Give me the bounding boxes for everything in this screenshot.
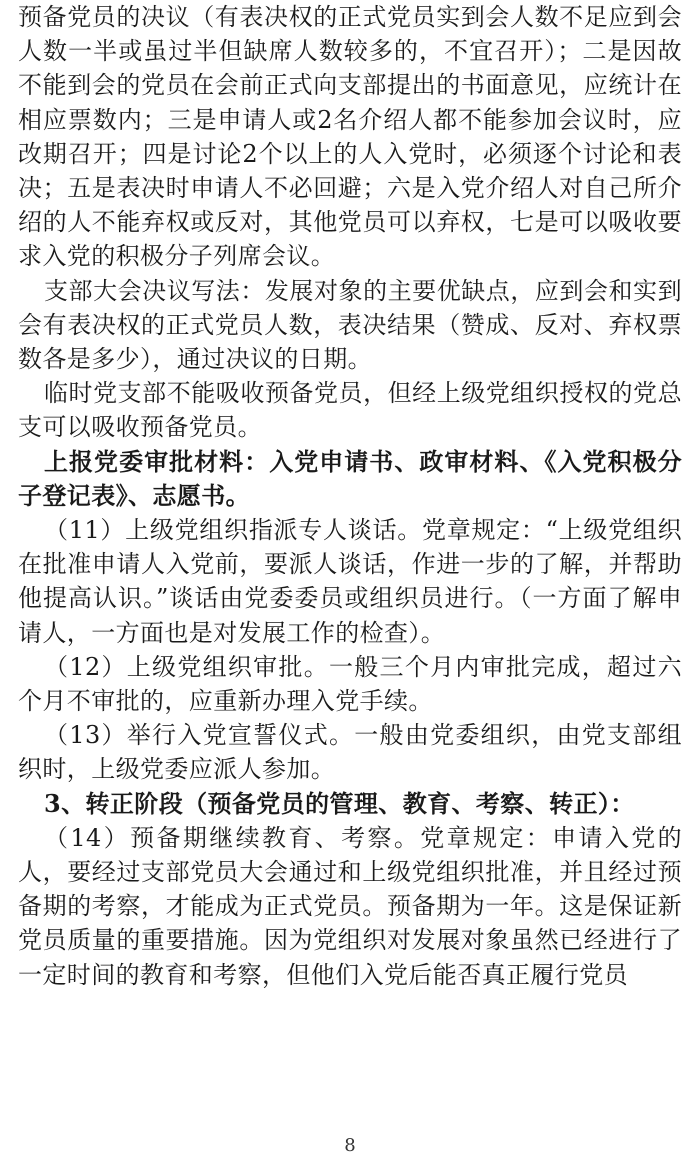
paragraph-resolution-rules: 预备党员的决议（有表决权的正式党员实到会人数不足应到会人数一半或虽过半但缺席人数较多的，不宜召开）；二是因故不能到会的党员在会前正式向支部提出的书面意见，应统计在相应票数内；三是申请人或2名介绍人都不能参加会议时，应改期召开；四是讨论2个以上的人入党时，必须逐个讨论和表决；五是表决时申请人不必回避；六是入党介绍人对自己所介绍的人不能弃权或反对，其他党员可以弃权，七是可以吸收要求入党的积极分子列席会议。 <box>18 3 682 271</box>
paragraph-step-11: （11）上级党组织指派专人谈话。党章规定：“上级党组织在批准申请人入党前，要派人谈话，作进一步的了解，并帮助他提高认识。”谈话由党委委员或组织员进行。（一方面了解申请人，一方面也是对发展工作的检查）。 <box>18 516 682 647</box>
paragraph-step-13: （13）举行入党宣誓仪式。一般由党委组织，由党支部组织时，上级党委应派人参加。 <box>18 721 682 784</box>
paragraph-step-14: （14）预备期继续教育、考察。党章规定：申请入党的人，要经过支部党员大会通过和上级党组织批准，并且经过预备期的考察，才能成为正式党员。预备期为一年。这是保证新党员质量的重要措施。因为党组织对发展对象虽然已经进行了一定时间的教育和考察，但他们入党后能否真正履行党员 <box>18 823 682 989</box>
paragraph-resolution-writing: 支部大会决议写法：发展对象的主要优缺点，应到会和实到会有表决权的正式党员人数，表决结果（赞成、反对、弃权票数各是多少），通过决议的日期。 <box>18 276 682 374</box>
paragraph-step-12: （12）上级党组织审批。一般三个月内审批完成，超过六个月不审批的，应重新办理入党手续。 <box>18 652 682 716</box>
paragraph-temporary-branch: 临时党支部不能吸收预备党员，但经上级党组织授权的党总支可以吸收预备党员。 <box>18 379 682 442</box>
heading-probation-stage: 3、转正阶段（预备党员的管理、教育、考察、转正）： <box>44 788 635 818</box>
page-number: 8 <box>344 1135 356 1156</box>
document-page <box>18 0 682 992</box>
heading-submission-materials: 上报党委审批材料：入党申请书、政审材料、《入党积极分子登记表》、志愿书。 <box>18 446 682 510</box>
